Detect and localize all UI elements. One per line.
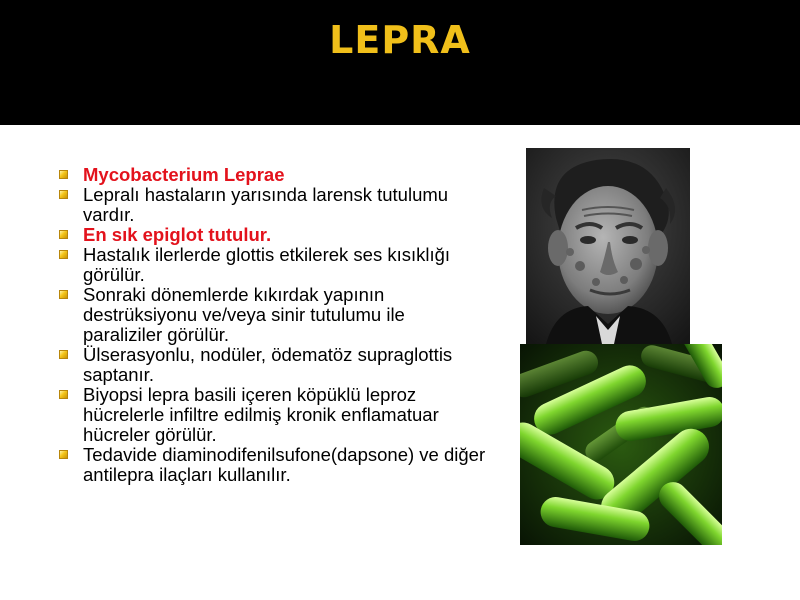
bullet-text: Hastalık ilerlerde glottis etkilerek ses kısıklığı görülür. <box>83 244 451 285</box>
title-bar <box>0 0 800 125</box>
bullet-text: Lepralı hastaların yarısında larensk tutulumu vardır. <box>83 184 449 225</box>
bullet-text: Tedavide diaminodifenilsufone(dapsone) ve diğer antilepra ilaçları kullanılır. <box>83 444 486 485</box>
slide-title: LEPRA <box>329 18 471 62</box>
bullet-square-icon <box>59 230 68 239</box>
bullet-square-icon <box>59 170 68 179</box>
bacteria-micrograph-image <box>520 344 722 545</box>
bullet-list <box>56 165 486 485</box>
bullet-square-icon <box>59 250 68 259</box>
bullet-square-icon <box>59 190 68 199</box>
bacteria-illustration <box>520 344 722 545</box>
bullet-item <box>56 165 486 185</box>
bullet-item <box>56 225 486 245</box>
bullet-item <box>56 245 486 285</box>
bullet-item <box>56 385 486 445</box>
bullet-text: En sık epiglot tutulur. <box>83 224 272 245</box>
bullet-text: Sonraki dönemlerde kıkırdak yapının destrüksiyonu ve/veya sinir tutulumu ile paraliziler görülür. <box>83 284 405 345</box>
patient-portrait-image <box>526 148 690 344</box>
bullet-item <box>56 445 486 485</box>
bullet-item <box>56 345 486 385</box>
bullet-item <box>56 185 486 225</box>
portrait-illustration <box>526 148 690 344</box>
bullet-square-icon <box>59 450 68 459</box>
bullet-text: Mycobacterium Leprae <box>83 164 285 185</box>
bullet-square-icon <box>59 290 68 299</box>
bullet-text: Ülserasyonlu, nodüler, ödematöz supraglottis saptanır. <box>83 344 453 385</box>
bullet-text: Biyopsi lepra basili içeren köpüklü leproz hücrelerle infiltre edilmiş kronik enflamatuar hücreler görülür. <box>83 384 439 445</box>
bullet-square-icon <box>59 390 68 399</box>
bullet-item <box>56 285 486 345</box>
bullet-square-icon <box>59 350 68 359</box>
